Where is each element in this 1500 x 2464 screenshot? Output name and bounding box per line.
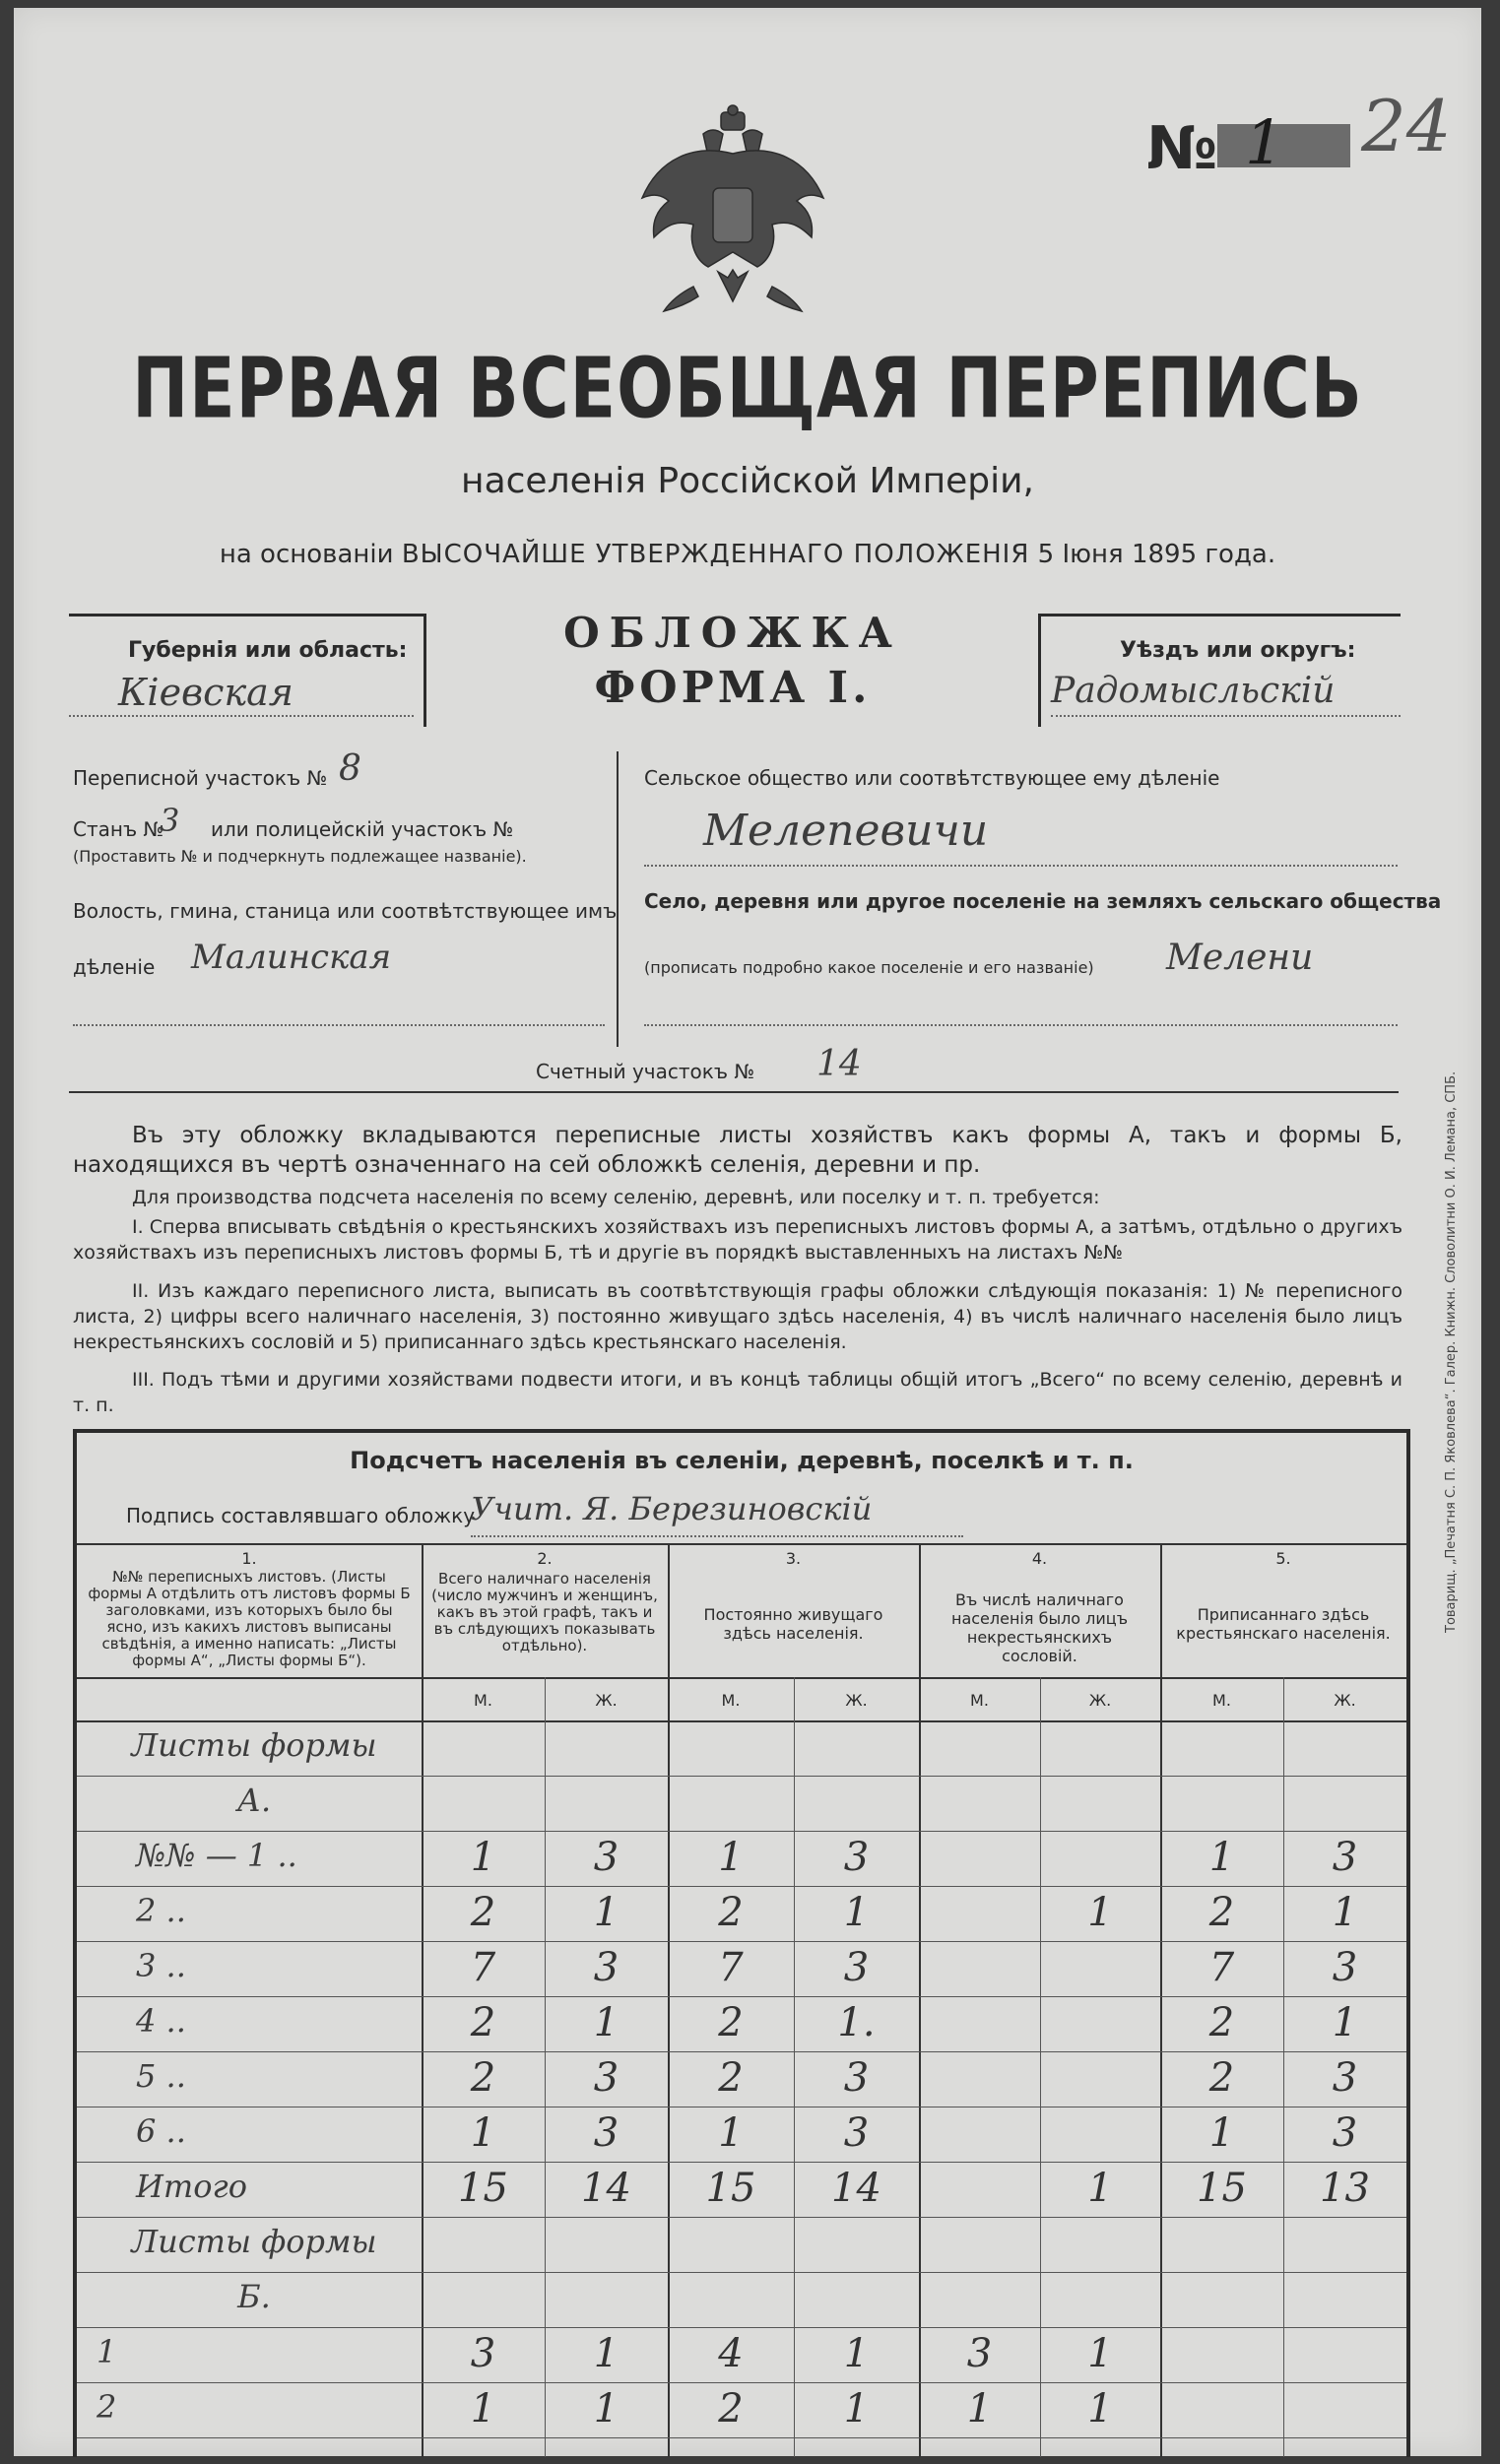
table-cell: 1 <box>1087 1890 1113 1935</box>
uezd-label: Уѣздъ или округъ: <box>1120 638 1356 663</box>
signature-value: Учит. Я. Березиновскій <box>471 1490 873 1527</box>
double-headed-eagle-icon <box>634 104 831 321</box>
table-cell: 4 <box>718 2331 744 2376</box>
uezd-box <box>1038 614 1401 727</box>
printer-imprint: Товарищ. „Печатня С. П. Яковлева“. Галер. Книжн. Словолитни О. И. Лемана, СПБ. <box>1444 1070 1459 1633</box>
table-cell: 3 <box>966 2331 993 2376</box>
col-header-1: №№ переписныхъ листовъ. (Листы формы А отдѣлить отъ листовъ формы Б заголовками, изъ которыхъ было бы ясно, изъ какихъ листовъ выписаны свѣдѣнія, а именно написать: „Листы формы А“, „Листы формы Б“). <box>88 1568 411 1669</box>
stan-note: (Проставить № и подчеркнуть подлежащее названіе). <box>73 847 527 866</box>
volost-label-2: дѣленіе <box>73 955 156 979</box>
table-cell: 1 <box>593 2386 620 2432</box>
row-label: 3 .. <box>136 1947 186 1984</box>
stan-tail: или полицейскій участокъ № <box>211 817 514 841</box>
row-rule <box>77 1831 1406 1832</box>
obshchestvo-label: Сельское общество или соотвѣтствующее ему дѣленіе <box>644 766 1220 790</box>
table-cell: 2 <box>718 2386 744 2432</box>
form-title: ФОРМА I. <box>594 663 872 713</box>
table-cell: 1 <box>470 2110 496 2156</box>
table-cell: 7 <box>470 1945 496 1990</box>
instructions-p3: III. Подъ тѣми и другими хозяйствами подвести итоги, и въ концѣ таблицы общій итогъ „Всего“ по всему селенію, деревнѣ и т. п. <box>73 1369 1402 1416</box>
uchastok-value: 8 <box>339 748 361 789</box>
row-label: 5 .. <box>136 2057 186 2095</box>
basis-caps: ВЫСОЧАЙШЕ УТВЕРЖДЕННАГО ПОЛОЖЕНІЯ <box>401 540 1030 569</box>
row-rule <box>77 2217 1406 2218</box>
row-rule <box>77 1996 1406 1997</box>
stan-label: Станъ № <box>73 817 164 841</box>
col-header-5: Приписаннаго здѣсь крестьянскаго населенія. <box>1176 1605 1391 1643</box>
table-cell: 3 <box>843 2110 870 2156</box>
signature-underline <box>471 1535 963 1537</box>
gubernia-value: Кіевская <box>118 671 293 714</box>
instructions-intro: Въ эту обложку вкладываются переписные листы хозяйствъ какъ формы А, такъ и формы Б, находящихся въ чертѣ означеннаго на сей обложкѣ селенія, деревни и пр. <box>73 1123 1402 1178</box>
cover-title: ОБЛОЖКА <box>563 609 902 657</box>
table-cell: 3 <box>593 2110 620 2156</box>
gubernia-underline <box>69 715 414 717</box>
subtitle: населенія Россійской Имперіи, <box>461 461 1034 501</box>
instructions-lead: Для производства подсчета населенія по всему селенію, деревнѣ, или поселку и т. п. требуется: <box>132 1187 1100 1208</box>
selo-note: (прописать подробно какое поселеніе и его названіе) <box>644 958 1094 977</box>
table-cell: 13 <box>1320 2166 1370 2211</box>
header-top-rule <box>77 1543 1406 1545</box>
col-number-5: 5. <box>1275 1549 1291 1568</box>
uchastok-label: Переписной участокъ № <box>73 766 328 790</box>
table-cell: 1 <box>1087 2386 1113 2432</box>
table-cell: 15 <box>705 2166 756 2211</box>
col-header-4: Въ числѣ наличнаго населенія было лицъ некрестьянскихъ сословій. <box>950 1590 1128 1665</box>
table-cell: 2 <box>470 2000 496 2045</box>
instructions-p1: I. Сперва вписывать свѣдѣнія о крестьянскихъ хозяйствахъ изъ переписныхъ листовъ формы А, а затѣмъ, отдѣльно о другихъ хозяйствахъ изъ переписныхъ листовъ формы Б, тѣ и другіе въ порядкѣ выставленныхъ на листахъ №№ <box>73 1216 1402 1264</box>
table-cell: 2 <box>1208 2055 1235 2101</box>
selo-label: Село, деревня или другое поселеніе на земляхъ сельскаго общества <box>644 889 1442 913</box>
census-table <box>73 1429 1410 2457</box>
table-cell: 1 <box>843 1890 870 1935</box>
table-cell: 1 <box>1332 2000 1358 2045</box>
volost-underline <box>73 1024 605 1026</box>
basis-prefix: на основаніи <box>219 540 394 569</box>
table-cell: 1 <box>470 2386 496 2432</box>
col3-m: М. <box>721 1691 741 1710</box>
row-label: 2 <box>97 2388 117 2426</box>
table-cell: 1 <box>718 1835 744 1880</box>
table-cell: 3 <box>843 1835 870 1880</box>
table-cell: 3 <box>1332 2055 1358 2101</box>
table-body <box>77 1720 1406 2449</box>
col2-zh: Ж. <box>595 1691 618 1710</box>
table-cell: 2 <box>718 2000 744 2045</box>
table-cell: 3 <box>843 1945 870 1990</box>
row-rule <box>77 2437 1406 2438</box>
instructions-p2: II. Изъ каждаго переписного листа, выписать въ соотвѣтствующія графы обложки слѣдующія показанія: 1) № переписного листа, 2) цифры всего наличнаго населенія, 3) постоянно живущаго здѣсь населенія, 4) въ числѣ наличнаго населенія было лицъ некрестьянскихъ сословій и 5) приписаннаго здѣсь крестьянскаго населенія. <box>73 1280 1402 1353</box>
selo-underline <box>644 1024 1398 1026</box>
corner-number: 24 <box>1361 85 1452 167</box>
table-cell: 14 <box>581 2166 631 2211</box>
table-cell: 3 <box>1332 2110 1358 2156</box>
col-number-2: 2. <box>537 1549 553 1568</box>
uezd-underline <box>1051 715 1401 717</box>
col3-zh: Ж. <box>845 1691 868 1710</box>
obshchestvo-underline <box>644 865 1398 867</box>
row-label: А. <box>236 1782 272 1819</box>
header-mid-rule <box>77 1677 1406 1679</box>
table-cell: 1 <box>1087 2166 1113 2211</box>
col4-m: М. <box>970 1691 989 1710</box>
gubernia-label: Губернія или область: <box>128 638 408 663</box>
table-cell: 2 <box>470 2055 496 2101</box>
stan-value: 3 <box>160 802 180 839</box>
number-value: 1 <box>1245 106 1284 178</box>
table-cell: 3 <box>843 2055 870 2101</box>
table-cell: 15 <box>1197 2166 1247 2211</box>
table-cell: 14 <box>831 2166 881 2211</box>
table-cell: 2 <box>718 1890 744 1935</box>
table-cell: 3 <box>593 2055 620 2101</box>
table-cell: 1 <box>1208 2110 1235 2156</box>
col-header-2: Всего наличнаго населенія (число мужчинъ и женщинъ, какъ въ этой графѣ, такъ и въ слѣдующихъ показывать отдѣльно). <box>431 1570 658 1654</box>
row-rule <box>77 2162 1406 2163</box>
row-rule <box>77 1941 1406 1942</box>
col-header-3: Постоянно живущаго здѣсь населенія. <box>703 1605 883 1643</box>
legal-basis <box>14 540 1481 569</box>
row-label: 4 .. <box>136 2002 186 2040</box>
table-cell: 1 <box>593 2000 620 2045</box>
row-label: Листы формы <box>131 1726 377 1764</box>
col4-zh: Ж. <box>1088 1691 1112 1710</box>
col5-m: М. <box>1212 1691 1231 1710</box>
volost-value: Малинская <box>191 938 392 977</box>
table-title: Подсчетъ населенія въ селеніи, деревнѣ, поселкѣ и т. п. <box>350 1447 1134 1474</box>
table-cell: 3 <box>1332 1945 1358 1990</box>
col-number-4: 4. <box>1031 1549 1048 1568</box>
table-cell: 3 <box>593 1835 620 1880</box>
table-cell: 15 <box>458 2166 508 2211</box>
table-cell: 1 <box>1087 2331 1113 2376</box>
row-label: 6 .. <box>136 2112 186 2150</box>
row-label: №№ — 1 .. <box>136 1837 297 1874</box>
row-rule <box>77 2051 1406 2052</box>
main-title: ПЕРВАЯ ВСЕОБЩАЯ ПЕРЕПИСЬ <box>132 341 1363 438</box>
table-cell: 2 <box>1208 2000 1235 2045</box>
obshchestvo-value: Мелепевичи <box>703 806 989 856</box>
schetny-label: Счетный участокъ № <box>536 1060 755 1083</box>
row-rule <box>77 2272 1406 2273</box>
col2-m: М. <box>474 1691 492 1710</box>
table-cell: 1 <box>593 2331 620 2376</box>
row-rule <box>77 1776 1406 1777</box>
table-cell: 1 <box>718 2110 744 2156</box>
number-label: № <box>1146 114 1218 183</box>
row-rule <box>77 2327 1406 2328</box>
col-number-3: 3. <box>785 1549 802 1568</box>
table-cell: 1 <box>1332 1890 1358 1935</box>
row-rule <box>77 1886 1406 1887</box>
signature-label: Подпись составлявшаго обложку <box>126 1504 476 1527</box>
basis-date: 5 Іюня 1895 года. <box>1037 540 1276 569</box>
uezd-value: Радомысльскій <box>1051 671 1336 711</box>
table-cell: 3 <box>593 1945 620 1990</box>
table-cell: 2 <box>1208 1890 1235 1935</box>
table-cell: 1 <box>1208 1835 1235 1880</box>
table-cell: 7 <box>718 1945 744 1990</box>
col-number-1: 1. <box>241 1549 257 1568</box>
fields-divider <box>617 751 619 1047</box>
census-cover-page <box>14 8 1481 2456</box>
volost-label: Волость, гмина, станица или соотвѣтствующее имъ <box>73 899 618 923</box>
table-cell: 7 <box>1208 1945 1235 1990</box>
col5-zh: Ж. <box>1334 1691 1356 1710</box>
row-label: 2 .. <box>136 1892 186 1929</box>
table-cell: 1 <box>966 2386 993 2432</box>
table-cell: 1 <box>843 2386 870 2432</box>
table-cell: 2 <box>718 2055 744 2101</box>
row-label: 1 <box>97 2333 117 2370</box>
row-label: Итого <box>136 2168 247 2205</box>
table-cell: 1 <box>593 1890 620 1935</box>
table-cell: 2 <box>470 1890 496 1935</box>
gubernia-box <box>69 614 426 727</box>
table-cell: 3 <box>470 2331 496 2376</box>
table-cell: 3 <box>1332 1835 1358 1880</box>
selo-value: Мелени <box>1166 938 1314 978</box>
table-cell: 1 <box>843 2331 870 2376</box>
fields-bottom-rule <box>69 1091 1399 1093</box>
table-cell: 1. <box>837 2000 876 2045</box>
row-rule <box>77 2382 1406 2383</box>
schetny-value: 14 <box>816 1044 862 1084</box>
row-label: Б. <box>237 2278 271 2315</box>
number-box <box>1217 124 1350 167</box>
table-cell: 1 <box>470 1835 496 1880</box>
row-label: Листы формы <box>131 2223 377 2260</box>
